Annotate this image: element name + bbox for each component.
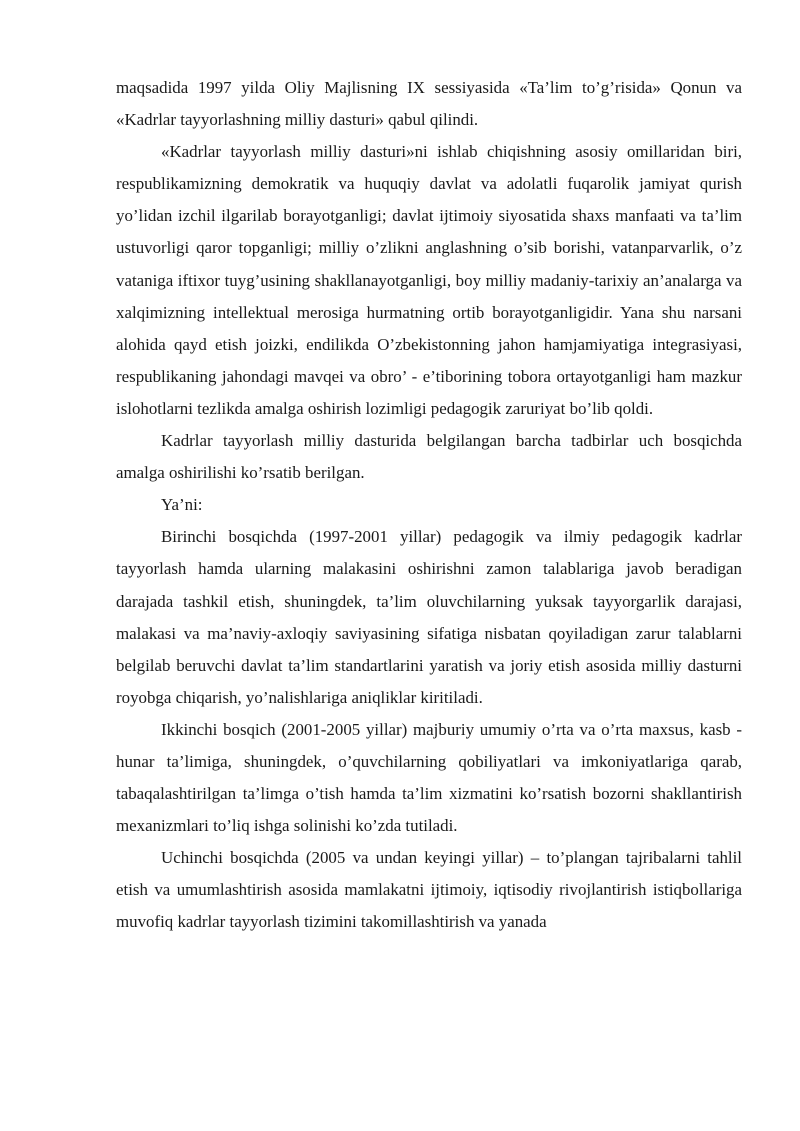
document-page	[116, 72, 742, 939]
paragraph-first-stage: Birinchi bosqichda (1997-2001 yillar) pedagogik va ilmiy pedagogik kadrlar tayyorlash hamda ularning malakasini oshirishni zamon talablariga javob beradigan darajada tashkil etish, shuningdek, ta’lim oluvchilarning yuksak tayyorgarlik darajasi, malakasi va ma’naviy-axloqiy saviyasining sifatiga nisbatan qoyiladigan zarur talablarni belgilab beruvchi davlat ta’lim standartlarini yaratish va joriy etish asosida milliy dasturni royobga chiqarish, yo’nalishlariga aniqliklar kiritiladi.	[116, 527, 742, 707]
paragraph-continuation: maqsadida 1997 yilda Oliy Majlisning IX sessiyasida «Ta’lim to’g’risida» Qonun va «Kadrlar tayyorlashning milliy dasturi» qabul qilindi.	[116, 78, 742, 130]
paragraph-third-stage: Uchinchi bosqichda (2005 va undan keyingi yillar) – to’plangan tajribalarni tahlil etish va umumlashtirish asosida mamlakatni ijtimoiy, iqtisodiy rivojlantirish istiqbollariga muvofiq kadrlar tayyorlash tizimini takomillashtirish va yanada	[116, 848, 742, 932]
paragraph-namely: Ya’ni:	[161, 495, 203, 515]
paragraph-national-program-factors: «Kadrlar tayyorlash milliy dasturi»ni ishlab chiqishning asosiy omillaridan biri, respublikamizning demokratik va huquqiy davlat va adolatli fuqarolik jamiyat qurish yo’lidan izchil ilgarilab borayotganligi; davlat ijtimoiy siyosatida shaxs manfaati va ta’lim ustuvorligi qaror topganligi; milliy o’zlikni anglashning o’sib borishi, vatanparvarlik, o’z vataniga iftixor tuyg’usining shakllanayotganligi, boy milliy madaniy-tarixiy an’analarga va xalqimizning intellektual merosiga hurmatning ortib borayotganligidir. Yana shu narsani alohida qayd etish joizki, endilikda O’zbekistonning jahon hamjamiyatiga integrasiyasi, respublikaning jahondagi mavqei va obro’ - e’tiborining tobora ortayotganligi ham mazkur islohotlarni tezlikda amalga oshirish lozimligi pedagogik zaruriyat bo’lib qoldi.	[116, 142, 742, 418]
paragraph-three-stages: Kadrlar tayyorlash milliy dasturida belgilangan barcha tadbirlar uch bosqichda amalga oshirilishi ko’rsatib berilgan.	[116, 431, 742, 483]
paragraph-second-stage: Ikkinchi bosqich (2001-2005 yillar) majburiy umumiy o’rta va o’rta maxsus, kasb -hunar ta’limiga, shuningdek, o’quvchilarning qobiliyatlari va imkoniyatlariga qarab, tabaqalashtirilgan ta’limga o’tish hamda ta’lim xizmatini ko’rsatish bozorni shakllantirish mexanizmlari to’liq ishga solinishi ko’zda tutiladi.	[116, 719, 742, 836]
